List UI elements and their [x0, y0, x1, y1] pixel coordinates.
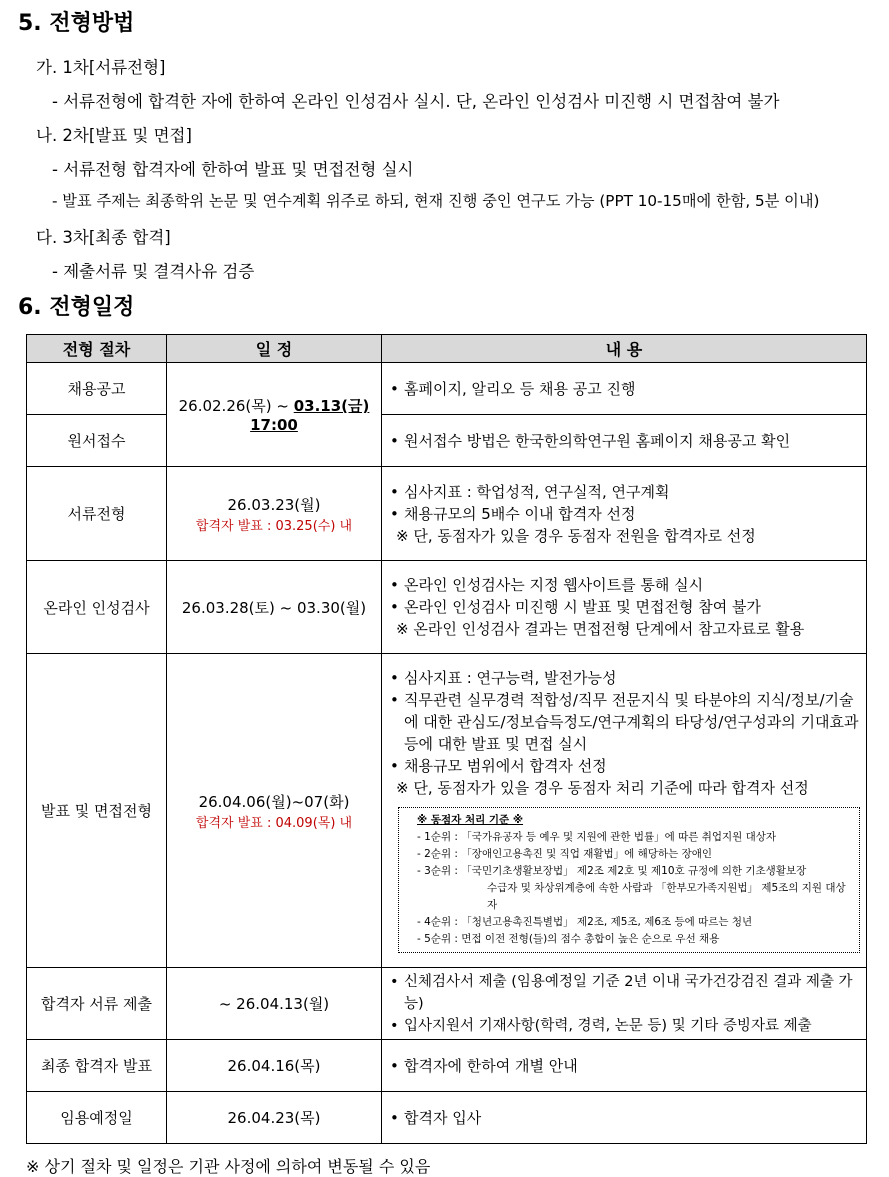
tie-break-line: - 5순위 : 면접 이전 전형(들)의 점수 총합이 높은 순으로 우선 채용 [417, 932, 720, 945]
content-line: 온라인 인성검사는 지정 웹사이트를 통해 실시 [404, 576, 704, 594]
bullet: • [390, 1108, 399, 1127]
announcement-text: 합격자 발표 : 03.25(수) 내 [195, 518, 353, 534]
table-header-row [27, 335, 867, 363]
bullet: • [390, 598, 399, 616]
header-step: 전형 절차 [27, 335, 167, 363]
method-b2: - 발표 주제는 최종학위 논문 및 연수계획 위주로 하되, 현재 진행 중인 연구도 가능 (PPT 10-15매에 한함, 5분 이내) [52, 192, 820, 210]
method-a: 가. 1차[서류전형] [36, 58, 166, 77]
tie-break-title: ※ 동점자 처리 기준 ※ [417, 813, 524, 826]
content-line: 합격자 입사 [404, 1108, 482, 1127]
date-cell: 26.04.23(목) [167, 1092, 382, 1144]
content-line: 신체검사서 제출 (임용예정일 기준 2년 이내 국가건강검진 결과 제출 가능) [404, 973, 853, 1012]
step-cell: 원서접수 [27, 415, 167, 467]
note: ※ 온라인 인성검사 결과는 면접전형 단계에서 참고자료로 활용 [396, 620, 805, 638]
table-row [27, 968, 867, 1040]
bullet: • [390, 973, 399, 990]
date-cell: 26.04.16(목) [167, 1040, 382, 1092]
content-line: 입사지원서 기재사항(학력, 경력, 논문 등) 및 기타 증빙자료 제출 [404, 1017, 812, 1034]
table-row [27, 1092, 867, 1144]
date-cell: ~ 26.04.13(월) [167, 968, 382, 1040]
header-date: 일 정 [167, 335, 382, 363]
step-cell: 최종 합격자 발표 [27, 1040, 167, 1092]
content-cell [382, 561, 867, 654]
content-line: 홈페이지, 알리오 등 채용 공고 진행 [404, 379, 636, 398]
content-line: 직무관련 실무경력 적합성/직무 전문지식 및 타분야의 지식/정보/기술에 대한 관심도/정보습득정도/연구계획의 타당성/연구성과의 기대효과 등에 대한 발표 및 면접 실시 [404, 690, 859, 753]
content-cell [382, 968, 867, 1040]
date-cell [167, 654, 382, 968]
section-5-title: 5. 전형방법 [18, 11, 135, 36]
footnote: ※ 상기 절차 및 일정은 기관 사정에 의하여 변동될 수 있음 [26, 1157, 431, 1176]
tie-break-box [398, 807, 860, 953]
table-row [27, 415, 867, 467]
bullet: • [390, 482, 399, 501]
bullet: • [390, 690, 399, 709]
step-cell: 합격자 서류 제출 [27, 968, 167, 1040]
content-cell [382, 1092, 867, 1144]
tie-break-line: 수급자 및 차상위계층에 속한 사람과 「한부모가족지원법」 제5조의 지원 대상자 [487, 881, 846, 911]
bullet: • [390, 504, 399, 523]
table-row [27, 363, 867, 415]
bullet: • [390, 1056, 399, 1075]
schedule-table [26, 334, 867, 1144]
step-cell: 발표 및 면접전형 [27, 654, 167, 968]
table-row [27, 1040, 867, 1092]
note: ※ 단, 동점자가 있을 경우 동점자 전원을 합격자로 선정 [396, 526, 756, 545]
content-line: 합격자에 한하여 개별 안내 [404, 1056, 578, 1075]
step-cell: 임용예정일 [27, 1092, 167, 1144]
content-line: 채용규모 범위에서 합격자 선정 [404, 756, 607, 775]
content-cell [382, 467, 867, 561]
method-c: 다. 3차[최종 합격] [36, 228, 171, 247]
content-cell [382, 654, 867, 968]
bullet: • [390, 1017, 399, 1034]
tie-break-line: - 2순위 : 「장애인고용촉진 및 직업 재활법」에 해당하는 장애인 [417, 847, 712, 860]
method-b1: - 서류전형 합격자에 한하여 발표 및 면접전형 실시 [52, 160, 414, 179]
table-row [27, 654, 867, 968]
bullet: • [390, 756, 399, 775]
table-row [27, 561, 867, 654]
method-b: 나. 2차[발표 및 면접] [36, 126, 192, 145]
table-row [27, 467, 867, 561]
content-line: 원서접수 방법은 한국한의학연구원 홈페이지 채용공고 확인 [404, 431, 791, 450]
bullet: • [390, 576, 399, 594]
header-content: 내 용 [382, 335, 867, 363]
step-cell: 서류전형 [27, 467, 167, 561]
method-c1: - 제출서류 및 결격사유 검증 [52, 262, 255, 281]
content-line: 심사지표 : 학업성적, 연구실적, 연구계획 [404, 482, 670, 501]
tie-break-line: - 3순위 : 「국민기초생활보장법」 제2조 제2호 및 제10호 규정에 의한 기초생활보장 [417, 864, 807, 877]
announcement-text: 합격자 발표 : 04.09(목) 내 [195, 815, 353, 831]
tie-break-line: - 1순위 : 「국가유공자 등 예우 및 지원에 관한 법률」에 따른 취업지원 대상자 [417, 830, 777, 843]
date-cell [167, 467, 382, 561]
bullet: • [390, 668, 399, 687]
bullet: • [390, 431, 399, 450]
content-cell [382, 363, 867, 415]
step-cell: 온라인 인성검사 [27, 561, 167, 654]
content-line: 온라인 인성검사 미진행 시 발표 및 면접전형 참여 불가 [404, 598, 761, 616]
date-text: 26.02.26(목) ~ [178, 397, 294, 415]
bullet: • [390, 379, 399, 398]
deadline-text: 03.13(금) 17:00 [250, 397, 370, 434]
date-cell [167, 363, 382, 467]
step-cell: 채용공고 [27, 363, 167, 415]
note: ※ 단, 동점자가 있을 경우 동점자 처리 기준에 따라 합격자 선정 [396, 778, 809, 797]
method-a1: - 서류전형에 합격한 자에 한하여 온라인 인성검사 실시. 단, 온라인 인성검사 미진행 시 면접참여 불가 [52, 92, 780, 111]
date-text: 26.03.23(월) [227, 495, 321, 514]
content-line: 심사지표 : 연구능력, 발전가능성 [404, 668, 617, 687]
date-text: 26.04.06(월)~07(화) [198, 792, 350, 811]
date-cell: 26.03.28(토) ~ 03.30(월) [167, 561, 382, 654]
section-6-title: 6. 전형일정 [18, 295, 135, 320]
content-line: 채용규모의 5배수 이내 합격자 선정 [404, 504, 636, 523]
tie-break-line: - 4순위 : 「청년고용촉진특별법」 제2조, 제5조, 제6조 등에 따르는 청년 [417, 915, 753, 928]
content-cell [382, 415, 867, 467]
content-cell [382, 1040, 867, 1092]
